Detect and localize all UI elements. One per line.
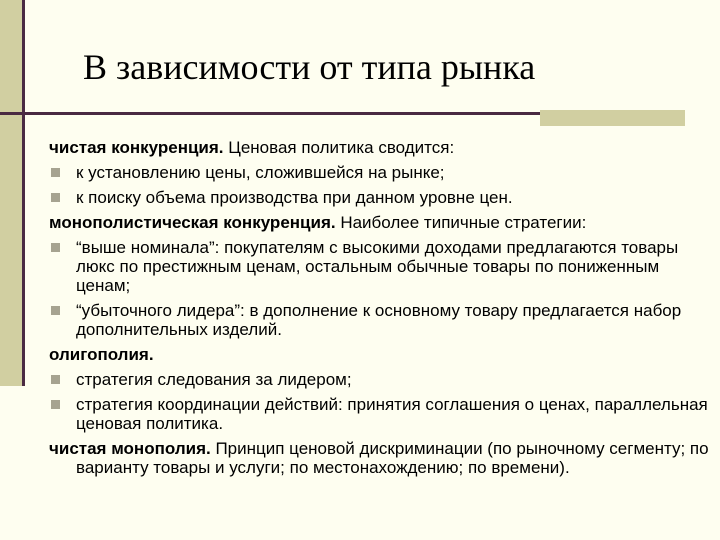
bullet-text: “убыточного лидера”: в дополнение к основному товару предлагается набор дополнительных изделий. (76, 301, 682, 339)
bullet-text: к поиску объема производства при данном уровне цен. (76, 188, 513, 207)
bullet-text: “выше номинала”: покупателям с высокими доходами предлагаются товары люкс по престижным ценам, остальным обычные товары по пониженным ценам; (76, 238, 679, 295)
section-text: Принцип ценовой дискриминации (по рыночному сегменту; по варианту товары и услуги; по местонахождению; по времени). (76, 439, 709, 477)
slide-title: В зависимости от типа рынка (83, 47, 536, 87)
title-underline (0, 112, 540, 115)
list-item (49, 238, 709, 295)
bullet-text: стратегия координации действий: принятия соглашения о ценах, параллельная ценовая политика. (76, 395, 708, 433)
section-text: Ценовая политика сводится: (223, 138, 455, 157)
list-item (49, 370, 709, 389)
section-heading: чистая монополия. (49, 439, 211, 458)
square-bullet-icon (51, 306, 60, 315)
list-item (49, 301, 709, 339)
list-item (49, 163, 709, 182)
section-oligopoly (49, 345, 709, 364)
square-bullet-icon (51, 400, 60, 409)
left-decor-line (22, 0, 25, 386)
bullet-text: к установлению цены, сложившейся на рынке; (76, 163, 445, 182)
section-pure-competition (49, 138, 709, 157)
square-bullet-icon (51, 375, 60, 384)
section-monopolistic-competition (49, 213, 709, 232)
section-pure-monopoly (49, 439, 709, 477)
section-text: Наиболее типичные стратегии: (335, 213, 587, 232)
bullet-text: стратегия следования за лидером; (76, 370, 352, 389)
square-bullet-icon (51, 243, 60, 252)
square-bullet-icon (51, 193, 60, 202)
title-underline-box (540, 110, 685, 126)
list-item (49, 395, 709, 433)
left-decor-bar (0, 0, 22, 386)
list-item (49, 188, 709, 207)
square-bullet-icon (51, 168, 60, 177)
section-heading: чистая конкуренция. (49, 138, 224, 157)
section-heading: олигополия. (49, 345, 154, 364)
section-heading: монополистическая конкуренция. (49, 213, 336, 232)
slide-content (49, 138, 709, 483)
